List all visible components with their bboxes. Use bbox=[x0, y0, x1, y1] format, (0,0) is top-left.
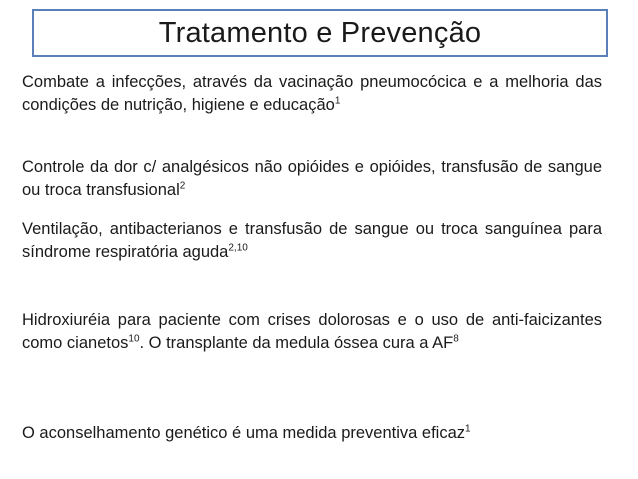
paragraph-pain-control bbox=[22, 156, 602, 202]
paragraph-text: Combate a infecções, através da vacinação pneumocócica e a melhoria das condições de nutrição, higiene e educação bbox=[22, 73, 602, 114]
paragraph-text: O aconselhamento genético é uma medida preventiva eficaz bbox=[22, 424, 466, 442]
paragraph-text: Controle da dor c/ analgésicos não opióides e opióides, transfusão de sangue ou troca transfusional bbox=[22, 158, 602, 199]
reference-superscript: 2,10 bbox=[228, 242, 248, 254]
reference-superscript: 1 bbox=[334, 95, 341, 107]
paragraph-hydroxyurea bbox=[22, 309, 602, 355]
paragraph-genetic-counseling bbox=[22, 422, 602, 445]
paragraph-ventilation bbox=[22, 218, 602, 264]
paragraph-text: . O transplante da medula óssea cura a AF bbox=[139, 334, 454, 352]
slide-title bbox=[32, 9, 608, 57]
reference-superscript: 8 bbox=[453, 333, 459, 345]
paragraph-vaccination bbox=[22, 71, 602, 117]
paragraph-text: Ventilação, antibacterianos e transfusão de sangue ou troca sanguínea para síndrome respiratória aguda bbox=[22, 220, 602, 261]
reference-superscript: 2 bbox=[179, 180, 186, 192]
paragraph-text: Hidroxiuréia para paciente com crises dolorosas e o uso de anti-faicizantes como cianetos bbox=[22, 311, 602, 352]
reference-superscript: 10 bbox=[128, 333, 140, 345]
reference-superscript: 1 bbox=[465, 423, 471, 435]
slide-title-text: Tratamento e Prevenção bbox=[158, 16, 482, 49]
